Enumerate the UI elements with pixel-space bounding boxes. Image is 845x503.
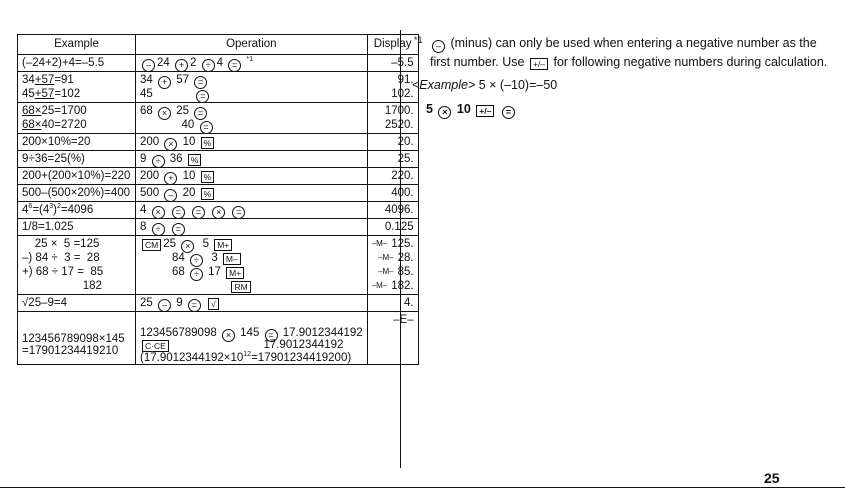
display-cell bbox=[367, 134, 418, 151]
header-display: Display bbox=[367, 35, 418, 55]
display-cell-line: 102. bbox=[391, 88, 414, 100]
example-cell bbox=[18, 151, 136, 168]
display-cell-line: 25. bbox=[397, 153, 414, 165]
display-cell-line: –M– 28. bbox=[378, 252, 414, 264]
example-cell bbox=[18, 168, 136, 185]
operation-cell-line: 9 ÷ 36 % bbox=[140, 152, 363, 166]
table-row bbox=[18, 219, 419, 236]
display-cell-line: 4096. bbox=[384, 204, 414, 216]
example-cell-line: 200+(200×10%)=220 bbox=[22, 170, 131, 182]
display-cell bbox=[367, 72, 418, 103]
table-row bbox=[18, 236, 419, 295]
table-row bbox=[18, 103, 419, 134]
display-cell-line: 4. bbox=[404, 297, 414, 309]
display-cell-line: 220. bbox=[391, 170, 414, 182]
display-cell-line: –M– 85. bbox=[378, 266, 414, 278]
display-cell-line: 91. bbox=[397, 74, 414, 86]
page-number: 25 bbox=[764, 470, 780, 486]
table-row bbox=[18, 185, 419, 202]
operation-cell bbox=[136, 185, 368, 202]
display-cell bbox=[367, 103, 418, 134]
header-example: Example bbox=[18, 35, 136, 55]
display-cell bbox=[367, 202, 418, 219]
display-cell bbox=[367, 236, 418, 295]
example-label: <Example> 5 × (–10)=–50 bbox=[412, 78, 558, 93]
table-row bbox=[18, 151, 419, 168]
example-cell-line: (–24+2)+4=–5.5 bbox=[22, 57, 105, 69]
example-cell-line: 200×10%=20 bbox=[22, 136, 91, 148]
display-cell-line: –M– 182. bbox=[371, 280, 414, 292]
table-row bbox=[18, 168, 419, 185]
display-cell-line: 2520. bbox=[384, 119, 414, 131]
example-cell bbox=[18, 55, 136, 72]
table-header-row bbox=[18, 35, 419, 55]
table-row bbox=[18, 202, 419, 219]
page-bottom-rule bbox=[0, 487, 845, 488]
operation-cell-line: 25 – 9 = √ bbox=[140, 296, 363, 310]
example-cell bbox=[18, 202, 136, 219]
example-cell bbox=[18, 185, 136, 202]
table-row bbox=[18, 134, 419, 151]
operation-cell-line: 68 ÷ 17 M+ bbox=[140, 265, 363, 279]
operation-cell bbox=[136, 202, 368, 219]
operation-cell bbox=[136, 236, 368, 295]
display-cell-line bbox=[372, 326, 414, 339]
footnote-panel bbox=[414, 34, 834, 119]
example-cell-line: 45+57=102 bbox=[22, 88, 81, 100]
operation-cell-line: RM bbox=[140, 279, 363, 293]
operation-cell-line: 45 = bbox=[140, 87, 363, 101]
table-row bbox=[18, 295, 419, 312]
display-cell-line bbox=[372, 351, 414, 364]
display-cell bbox=[367, 185, 418, 202]
operation-cell-line: 68 × 25 = bbox=[140, 104, 363, 118]
example-cell-line: 182 bbox=[22, 280, 102, 292]
display-cell-line: –5.5 bbox=[391, 57, 414, 69]
example-cell-line: =17901234419210 bbox=[22, 345, 119, 358]
display-cell bbox=[367, 312, 418, 365]
table-row bbox=[18, 55, 419, 72]
header-operation: Operation bbox=[136, 35, 368, 55]
example-cell-line: 1/8=1.025 bbox=[22, 221, 74, 233]
operation-cell-line: C·CE 17.9012344192 bbox=[140, 338, 363, 351]
display-cell bbox=[367, 168, 418, 185]
example-key-sequence: 5 × 10 +/– = bbox=[426, 100, 834, 119]
operation-cell-line: CM 25 × 5 M+ bbox=[140, 237, 363, 251]
operation-cell bbox=[136, 55, 368, 72]
example-cell-line: 25 × 5 =125 bbox=[22, 238, 100, 250]
operation-cell-line: 200 + 10 % bbox=[140, 169, 363, 183]
display-cell bbox=[367, 295, 418, 312]
operation-cell-line: 500 – 20 % bbox=[140, 186, 363, 200]
display-cell bbox=[367, 219, 418, 236]
operation-cell-line: 34 + 57 = bbox=[140, 73, 363, 87]
operation-cell-line: 8 ÷ = bbox=[140, 220, 363, 234]
operation-cell bbox=[136, 151, 368, 168]
example-cell bbox=[18, 219, 136, 236]
example-cell-line: –) 84 ÷ 3 = 28 bbox=[22, 252, 100, 264]
operation-cell-line: 123456789098 × 145 = 17.9012344192 bbox=[140, 326, 363, 340]
footnote-text: – (minus) can only be used when entering a negative number as the first number. Use +/– for following negative numbers during calculation. bbox=[430, 36, 828, 69]
display-cell-line bbox=[372, 338, 414, 351]
operation-cell-line: 84 ÷ 3 M– bbox=[140, 251, 363, 265]
display-cell-line: –M– 125. bbox=[371, 238, 414, 250]
display-cell-line: 20. bbox=[397, 136, 414, 148]
display-cell-line: 0.125 bbox=[384, 221, 414, 233]
example-cell bbox=[18, 103, 136, 134]
display-cell-line: 400. bbox=[391, 187, 414, 199]
example-cell-line: 34+57=91 bbox=[22, 74, 74, 86]
operation-cell bbox=[136, 219, 368, 236]
example-cell-line: √25–9=4 bbox=[22, 297, 68, 309]
example-cell-line: $4^6=(4^3)^2=4096$ bbox=[22, 203, 94, 216]
example-cell-line bbox=[22, 319, 131, 332]
example-cell-line: +) 68 ÷ 17 = 85 bbox=[22, 266, 104, 278]
operation-cell-line: $(17.9012344192\times 10^{12}=17901234419200)$ bbox=[140, 350, 352, 364]
table-row bbox=[18, 72, 419, 103]
display-cell bbox=[367, 151, 418, 168]
operation-cell-line: 40 = bbox=[140, 118, 363, 132]
calculation-examples-table bbox=[17, 34, 419, 365]
footnote-marker: *1 bbox=[414, 35, 423, 45]
example-cell-line: 500–(500×20%)=400 bbox=[22, 187, 131, 199]
example-cell-line: 123456789098×145 bbox=[22, 332, 125, 345]
example-cell bbox=[18, 134, 136, 151]
operation-cell-line: 4 × = = × = bbox=[140, 203, 363, 217]
display-cell-line: –E– bbox=[393, 314, 414, 326]
example-cell bbox=[18, 72, 136, 103]
example-cell bbox=[18, 295, 136, 312]
operation-cell bbox=[136, 134, 368, 151]
display-cell bbox=[367, 55, 418, 72]
operation-cell-line bbox=[140, 313, 363, 326]
display-cell-line: 1700. bbox=[384, 105, 414, 117]
operation-cell bbox=[136, 168, 368, 185]
example-cell-line: 68×25=1700 bbox=[22, 105, 87, 117]
table-row bbox=[18, 312, 419, 365]
example-cell bbox=[18, 312, 136, 365]
operation-cell bbox=[136, 72, 368, 103]
example-cell-line: 9÷36=25(%) bbox=[22, 153, 85, 165]
operation-cell-line: 200 × 10 % bbox=[140, 135, 363, 149]
operation-cell bbox=[136, 312, 368, 365]
operation-cell bbox=[136, 103, 368, 134]
operation-cell bbox=[136, 295, 368, 312]
example-cell bbox=[18, 236, 136, 295]
example-cell-line: 68×40=2720 bbox=[22, 119, 87, 131]
operation-cell-line: – 24 + 2 ÷ 4 = $^{*1}$ bbox=[140, 56, 363, 70]
